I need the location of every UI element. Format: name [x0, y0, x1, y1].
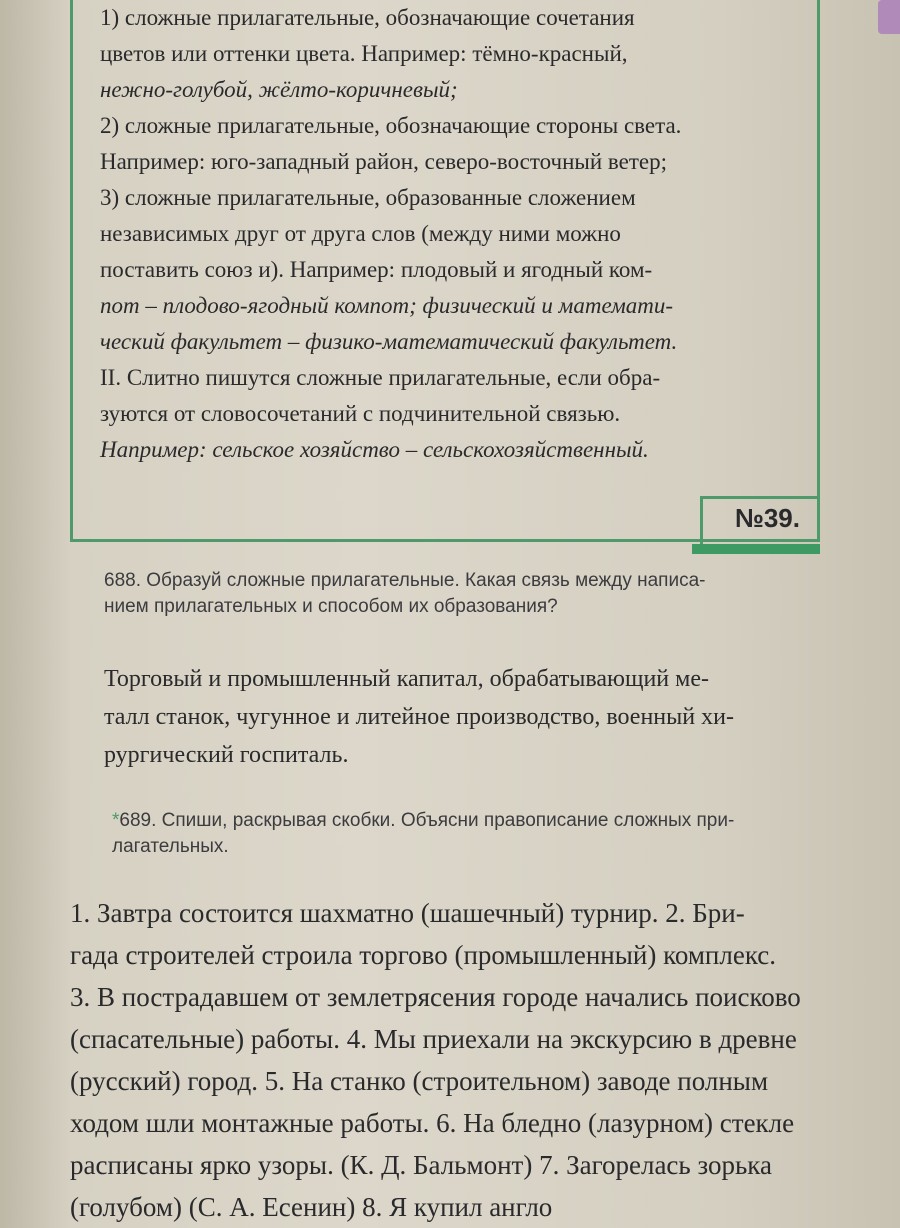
- task-689-body: [70, 892, 860, 1228]
- rule-line: 1) сложные прилагательные, обозначающие сочетания: [100, 5, 635, 30]
- rule-line: Например: юго-западный район, северо-восточный ветер;: [100, 149, 667, 174]
- exercise-line: (русский) город. 5. На станко (строительном) заводе полным: [70, 1066, 769, 1096]
- rule-text: [100, 0, 790, 468]
- rule-line: цветов или оттенки цвета. Например: тёмно-красный,: [100, 41, 628, 66]
- rule-line: нежно-голубой, жёлто-коричневый;: [100, 77, 458, 102]
- rule-number: №39.: [734, 503, 800, 533]
- task-688-body: [104, 660, 824, 774]
- task-689-line: 689. Спиши, раскрывая скобки. Объясни правописание сложных при-: [119, 810, 735, 831]
- task-689-line: лагательных.: [112, 836, 229, 857]
- exercise-line: гада строителей строила торгово (промышленный) комплекс.: [70, 940, 776, 970]
- exercise-line: 1. Завтра состоится шахматно (шашечный) турнир. 2. Бри-: [70, 898, 745, 928]
- exercise-line: Торговый и промышленный капитал, обрабатывающий ме-: [104, 666, 709, 692]
- rule-line: 3) сложные прилагательные, образованные сложением: [100, 185, 636, 210]
- rule-section-2b: зуются от словосочетаний с подчинительной связью.: [100, 401, 621, 426]
- rule-line: поставить союз и). Например: плодовый и ягодный ком-: [100, 257, 653, 282]
- exercise-line: талл станок, чугунное и литейное производство, военный хи-: [104, 704, 734, 730]
- rule-tag-bar: [692, 544, 820, 554]
- bookmark-tab: [878, 0, 900, 34]
- rule-line: 2) сложные прилагательные, обозначающие стороны света.: [100, 113, 682, 138]
- exercise-line: расписаны ярко узоры. (К. Д. Бальмонт) 7. Загорелась зорька: [70, 1150, 772, 1180]
- exercise-line: 3. В пострадавшем от землетрясения городе начались поисково: [70, 982, 801, 1012]
- exercise-line: (спасательные) работы. 4. Мы приехали на экскурсию в древне: [70, 1024, 797, 1054]
- task-689-heading: [112, 808, 832, 860]
- rule-line: пот – плодово-ягодный компот; физический и математи-: [100, 293, 674, 318]
- rule-line: ческий факультет – физико-математический факультет.: [100, 329, 678, 354]
- task-688-line: 688. Образуй сложные прилагательные. Какая связь между написа-: [104, 570, 706, 591]
- rule-section-2: II. Слитно пишутся сложные прилагательные, если обра-: [100, 365, 661, 390]
- exercise-line: рургический госпиталь.: [104, 742, 349, 768]
- task-688-heading: [104, 568, 824, 620]
- star-marker: *: [112, 810, 120, 831]
- rule-example-2: Например: сельское хозяйство – сельскохозяйственный.: [100, 437, 649, 462]
- task-688-line: нием прилагательных и способом их образования?: [104, 596, 558, 617]
- rule-line: независимых друг от друга слов (между ними можно: [100, 221, 621, 246]
- exercise-line: ходом шли монтажные работы. 6. На бледно (лазурном) стекле: [70, 1108, 795, 1138]
- exercise-line: (голубом) (С. А. Есенин) 8. Я купил англо: [70, 1192, 553, 1222]
